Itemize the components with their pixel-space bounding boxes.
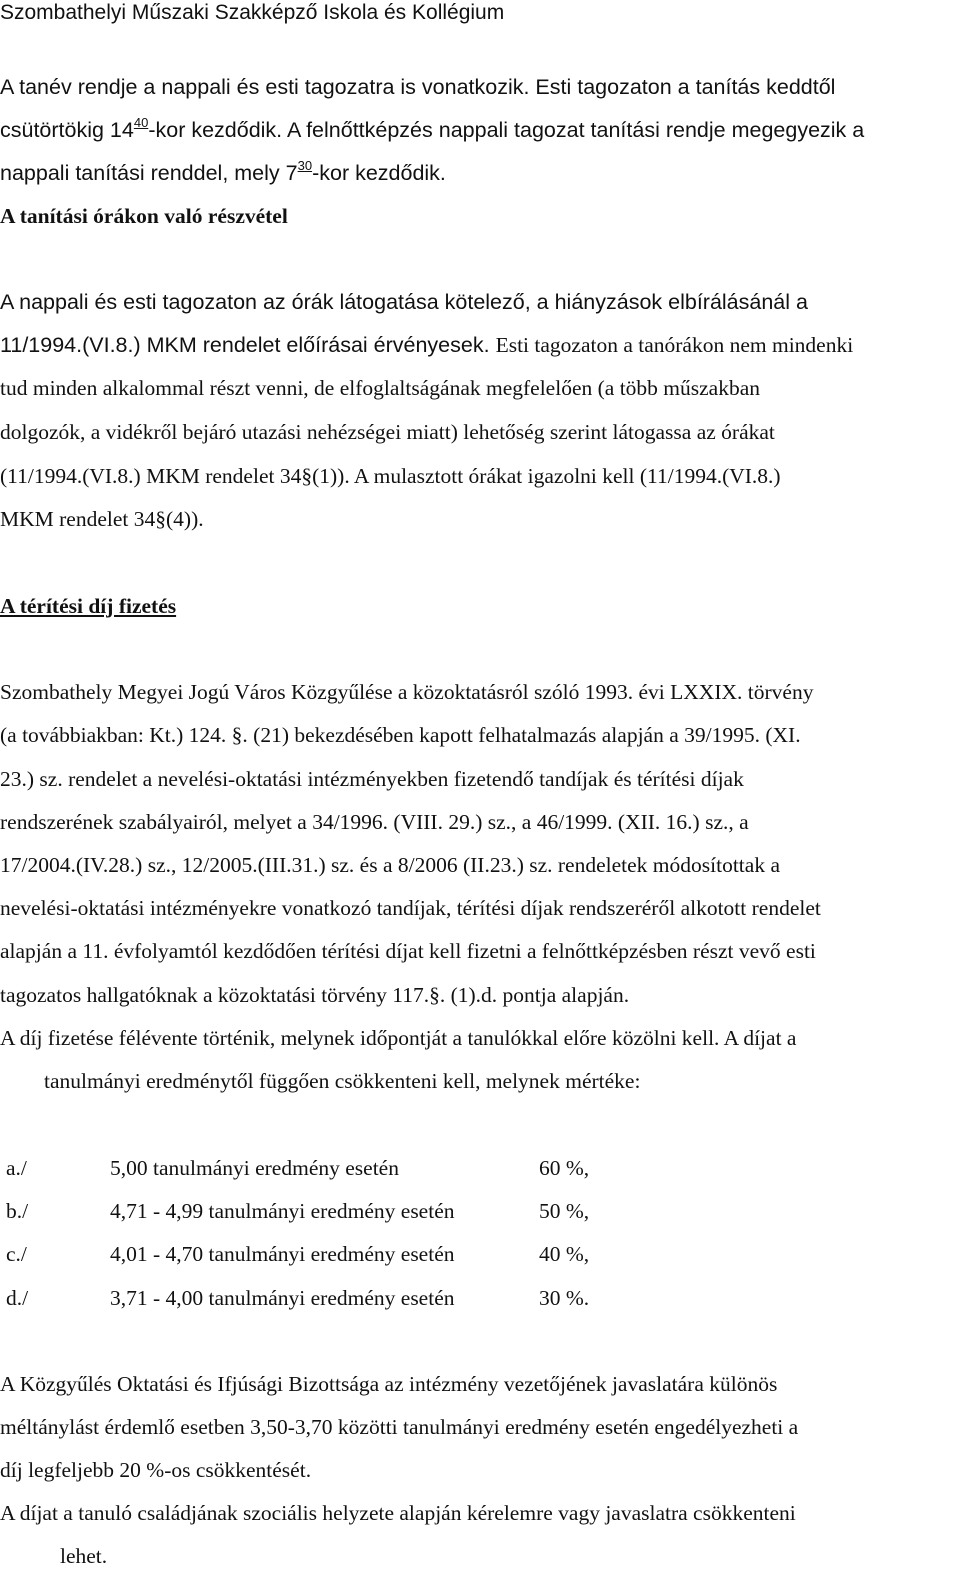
attendance-line-part: 11/1994.(VI.8.) MKM rendelet előírásai érvényesek. (0, 333, 490, 357)
fee-line: 23.) sz. rendelet a nevelési-oktatási intézményekben fizetendő tandíjak és térítési díjak (0, 767, 744, 791)
discount-percent: 40 %, (539, 1242, 590, 1266)
fee-line: 17/2004.(IV.28.) sz., 12/2005.(III.31.) sz. és a 8/2006 (II.23.) sz. rendeletek módosítottak a (0, 853, 780, 877)
fee-line: tagozatos hallgatóknak a közoktatási törvény 117.§. (1).d. pontja alapján. (0, 983, 630, 1007)
time-superscript: 40 (133, 114, 149, 130)
intro-line-3-rest: -kor kezdődik. (312, 161, 446, 185)
committee-line: A Közgyűlés Oktatási és Ifjúsági Bizottsága az intézmény vezetőjének javaslatára különös (0, 1372, 778, 1396)
attendance-heading: A tanítási órákon való részvétel (0, 204, 288, 228)
attendance-line: dolgozók, a vidékről bejáró utazási nehézségei miatt) lehetőség szerint látogassa az órákat (0, 420, 775, 444)
discount-percent: 50 %, (539, 1199, 590, 1223)
intro-line-2 (0, 116, 864, 144)
attendance-line: tud minden alkalommal részt venni, de elfoglaltságának megfelelően (a több műszakban (0, 376, 761, 400)
discount-row (0, 1240, 700, 1268)
intro-line-1: A tanév rendje a nappali és esti tagozatra is vonatkozik. Esti tagozaton a tanítás keddtől (0, 75, 836, 99)
intro-line-3-text: nappali tanítási renddel, mely 7 (0, 161, 298, 185)
time-superscript: 30 (297, 157, 313, 173)
discount-label: d./ (6, 1286, 29, 1310)
social-line: lehet. (60, 1544, 108, 1568)
discount-range: 5,00 tanulmányi eredmény esetén (110, 1156, 399, 1180)
fee-line: alapján a 11. évfolyamtól kezdődően térítési díjat kell fizetni a felnőttképzésben részt vevő esti (0, 939, 816, 963)
intro-line-2-rest: -kor kezdődik. A felnőttképzés nappali tagozat tanítási rendje megegyezik a (148, 118, 865, 142)
discount-row (0, 1197, 700, 1225)
intro-line-2-text: csütörtökig 14 (0, 118, 134, 142)
committee-line: méltánylást érdemlő esetben 3,50-3,70 közötti tanulmányi eredmény esetén engedélyezheti a (0, 1415, 799, 1439)
payment-line: tanulmányi eredménytől függően csökkenteni kell, melynek mértéke: (44, 1069, 641, 1093)
committee-line: díj legfeljebb 20 %-os csökkentését. (0, 1458, 312, 1482)
fee-line: Szombathely Megyei Jogú Város Közgyűlése a közoktatásról szóló 1993. évi LXXIX. törvény (0, 680, 814, 704)
fee-line: (a továbbiakban: Kt.) 124. §. (21) bekezdésében kapott felhatalmazás alapján a 39/1995. (XI. (0, 723, 801, 747)
intro-line-3 (0, 159, 446, 187)
discount-range: 4,71 - 4,99 tanulmányi eredmény esetén (110, 1199, 455, 1223)
attendance-line: MKM rendelet 34§(4)). (0, 507, 204, 531)
fee-line: nevelési-oktatási intézményekre vonatkozó tandíjak, térítési díjak rendszeréről alkotott rendelet (0, 896, 821, 920)
school-header: Szombathelyi Műszaki Szakképző Iskola és Kollégium (0, 1, 505, 24)
discount-label: a./ (6, 1156, 27, 1180)
fee-line: rendszerének szabályairól, melyet a 34/1996. (VIII. 29.) sz., a 46/1999. (XII. 16.) sz., a (0, 810, 749, 834)
discount-range: 4,01 - 4,70 tanulmányi eredmény esetén (110, 1242, 455, 1266)
attendance-line-part: Esti tagozaton a tanórákon nem mindenki (495, 333, 854, 357)
attendance-line (0, 331, 853, 359)
social-line: A díjat a tanuló családjának szociális helyzete alapján kérelemre vagy javaslatra csökkenteni (0, 1501, 796, 1525)
discount-percent: 60 %, (539, 1156, 590, 1180)
discount-row (0, 1154, 700, 1182)
attendance-line: (11/1994.(VI.8.) MKM rendelet 34§(1)). A mulasztott órákat igazolni kell (11/1994.(VI.8.) (0, 464, 781, 488)
attendance-line: A nappali és esti tagozaton az órák látogatása kötelező, a hiányzások elbírálásánál a (0, 290, 808, 314)
discount-range: 3,71 - 4,00 tanulmányi eredmény esetén (110, 1286, 455, 1310)
discount-percent: 30 %. (539, 1286, 590, 1310)
discount-row (0, 1284, 700, 1312)
discount-label: c./ (6, 1242, 27, 1266)
fee-heading: A térítési díj fizetés (0, 594, 177, 618)
discount-label: b./ (6, 1199, 29, 1223)
payment-line: A díj fizetése félévente történik, melynek időpontját a tanulókkal előre közölni kell. A díjat a (0, 1026, 797, 1050)
